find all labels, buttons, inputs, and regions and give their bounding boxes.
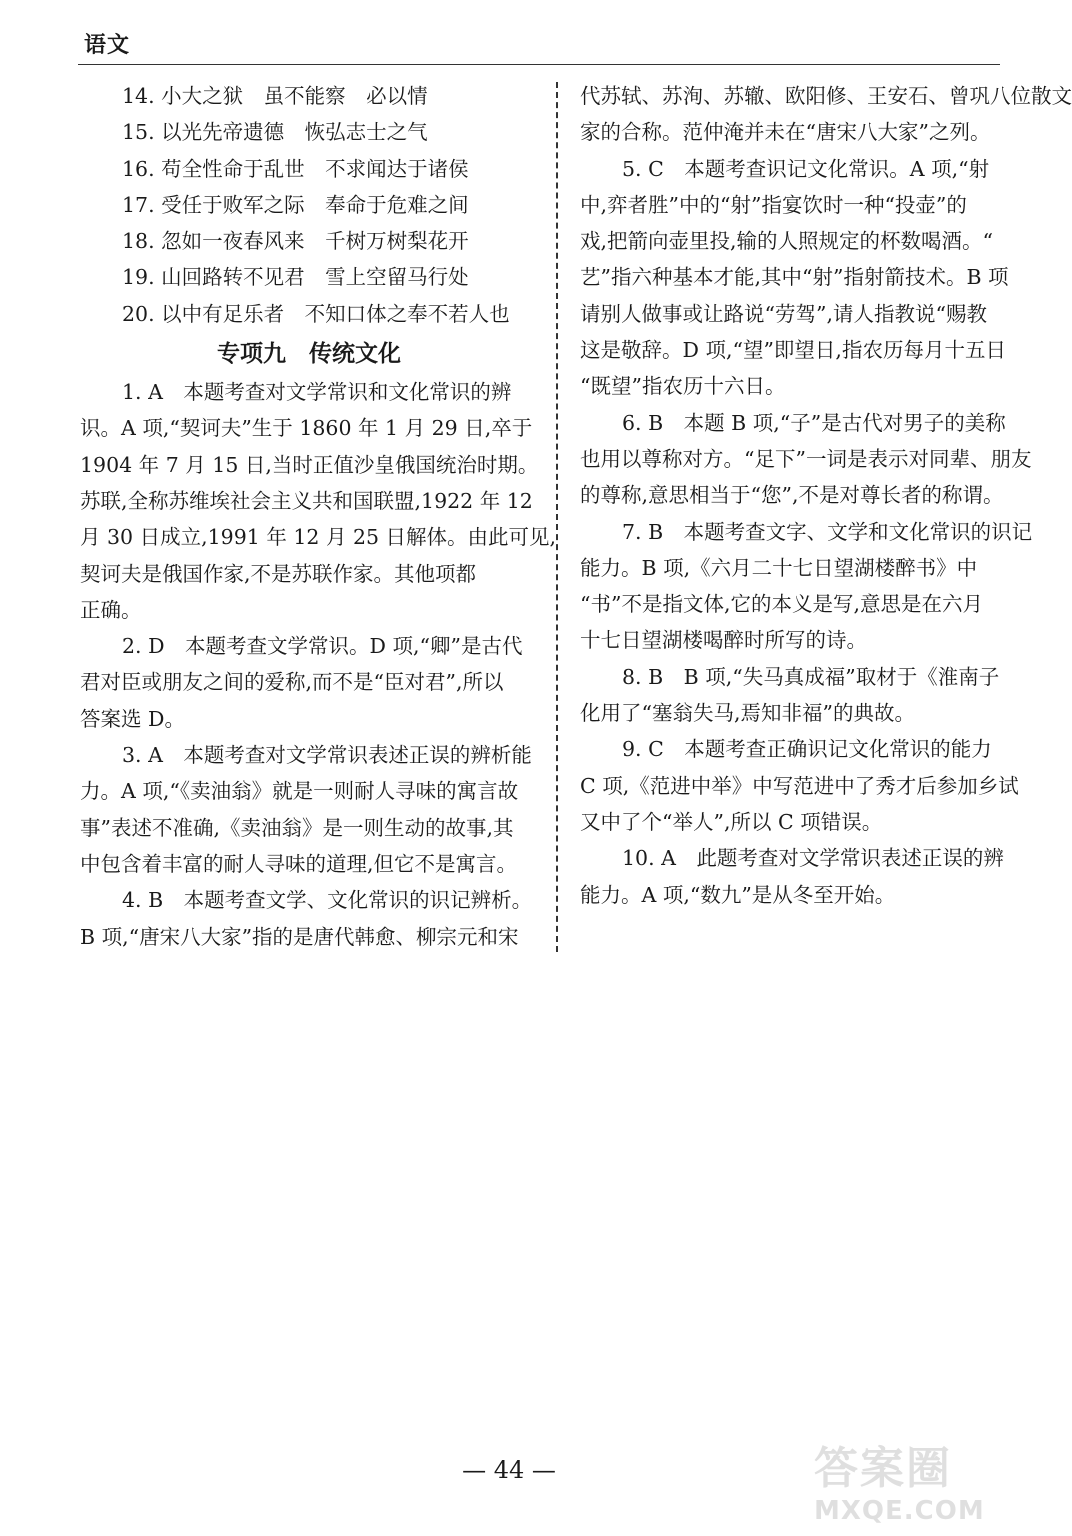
column-divider bbox=[556, 82, 558, 952]
text-line: 又中了个“举人”,所以 C 项错误。 bbox=[580, 809, 883, 834]
text-line: 7. B 本题考查文字、文学和文化常识的识记 bbox=[622, 519, 1033, 544]
text-line: 化用了“塞翁失马,焉知非福”的典故。 bbox=[580, 701, 915, 726]
right-column bbox=[580, 78, 1072, 913]
text-line: 力。A 项,“《卖油翁》就是一则耐人寻味的寓言故 bbox=[80, 779, 519, 804]
text-line: “既望”指农历十六日。 bbox=[580, 374, 786, 399]
text-line: 的尊称,意思相当于“您”,不是对尊长者的称谓。 bbox=[580, 483, 1004, 508]
page-number: — 44 — bbox=[462, 1456, 556, 1484]
text-line: 正确。 bbox=[80, 597, 142, 622]
text-line: 10. A 此题考查对文学常识表述正误的辨 bbox=[622, 846, 1004, 871]
text-line: 事”表述不准确,《卖油翁》是一则生动的故事,其 bbox=[80, 815, 514, 840]
answer-item-17: 17. 受任于败军之际 奉命于危难之间 bbox=[122, 192, 469, 217]
text-line: 能力。B 项,《六月二十七日望湖楼醉书》中 bbox=[580, 555, 978, 580]
text-line: 中,弈者胜”中的“射”指宴饮时一种“投壶”的 bbox=[580, 192, 967, 217]
text-line: B 项,“唐宋八大家”指的是唐代韩愈、柳宗元和宋 bbox=[80, 924, 519, 949]
header-rule bbox=[78, 64, 1000, 65]
text-line: 能力。A 项,“数九”是从冬至开始。 bbox=[580, 882, 896, 907]
answer-item-18: 18. 忽如一夜春风来 千树万树梨花开 bbox=[122, 229, 469, 254]
watermark-url: MXQE.COM bbox=[814, 1496, 985, 1526]
text-line: 代苏轼、苏洵、苏辙、欧阳修、王安石、曾巩八位散文 bbox=[580, 84, 1072, 108]
text-line: “书”不是指文体,它的本义是写,意思是在六月 bbox=[580, 592, 983, 617]
text-line: 1904 年 7 月 15 日,当时正值沙皇俄国统治时期。 bbox=[80, 452, 539, 477]
text-line: 月 30 日成立,1991 年 12 月 25 日解体。由此可见, bbox=[80, 525, 557, 550]
text-line: 2. D 本题考查文学常识。D 项,“卿”是古代 bbox=[122, 634, 523, 659]
watermark bbox=[814, 1432, 1004, 1528]
text-line: 十七日望湖楼喝醉时所写的诗。 bbox=[580, 628, 867, 653]
text-line: 请别人做事或让路说“劳驾”,请人指教说“赐教 bbox=[580, 301, 987, 326]
text-line: 艺”指六种基本才能,其中“射”指射箭技术。B 项 bbox=[580, 265, 1009, 290]
header-subject: 语文 bbox=[84, 33, 131, 58]
section-title: 专项九 传统文化 bbox=[217, 341, 401, 368]
text-line: 君对臣或朋友之间的爱称,而不是“臣对君”,所以 bbox=[80, 670, 504, 695]
watermark-logo: 答案圈 bbox=[814, 1443, 952, 1494]
text-line: 也用以尊称对方。“足下”一词是表示对同辈、朋友 bbox=[580, 446, 1032, 471]
text-line: 答案选 D。 bbox=[80, 706, 185, 731]
text-line: 6. B 本题 B 项,“子”是古代对男子的美称 bbox=[622, 410, 1006, 435]
text-line: 戏,把箭向壶里投,输的人照规定的杯数喝酒。“ bbox=[580, 229, 994, 254]
answer-item-19: 19. 山回路转不见君 雪上空留马行处 bbox=[122, 265, 469, 290]
text-line: 这是敬辞。D 项,“望”即望日,指农历每月十五日 bbox=[580, 338, 1006, 363]
text-line: 5. C 本题考查识记文化常识。A 项,“射 bbox=[622, 156, 990, 181]
answer-item-16: 16. 苟全性命于乱世 不求闻达于诸侯 bbox=[122, 156, 469, 181]
answer-item-20: 20. 以中有足乐者 不知口体之奉不若人也 bbox=[122, 301, 510, 326]
answer-item-15: 15. 以光先帝遗德 恢弘志士之气 bbox=[122, 120, 428, 145]
text-line: 家的合称。范仲淹并未在“唐宋八大家”之列。 bbox=[580, 120, 991, 145]
text-line: 契诃夫是俄国作家,不是苏联作家。其他项都 bbox=[80, 561, 477, 586]
text-line: 4. B 本题考查文学、文化常识的识记辨析。 bbox=[122, 888, 533, 913]
text-line: 8. B B 项,“失马真成福”取材于《淮南子 bbox=[622, 664, 1000, 689]
text-line: 识。A 项,“契诃夫”生于 1860 年 1 月 29 日,卒于 bbox=[80, 416, 533, 441]
text-line: 中包含着丰富的耐人寻味的道理,但它不是寓言。 bbox=[80, 851, 518, 876]
text-line: 1. A 本题考查对文学常识和文化常识的辨 bbox=[122, 380, 512, 405]
left-column bbox=[80, 78, 557, 955]
text-line: 3. A 本题考查对文学常识表述正误的辨析能 bbox=[122, 743, 532, 768]
text-line: 苏联,全称苏维埃社会主义共和国联盟,1922 年 12 bbox=[80, 488, 533, 513]
text-line: 9. C 本题考查正确识记文化常识的能力 bbox=[622, 737, 992, 762]
answer-item-14: 14. 小大之狱 虽不能察 必以情 bbox=[122, 84, 428, 108]
text-line: C 项,《范进中举》中写范进中了秀才后参加乡试 bbox=[580, 773, 1019, 798]
